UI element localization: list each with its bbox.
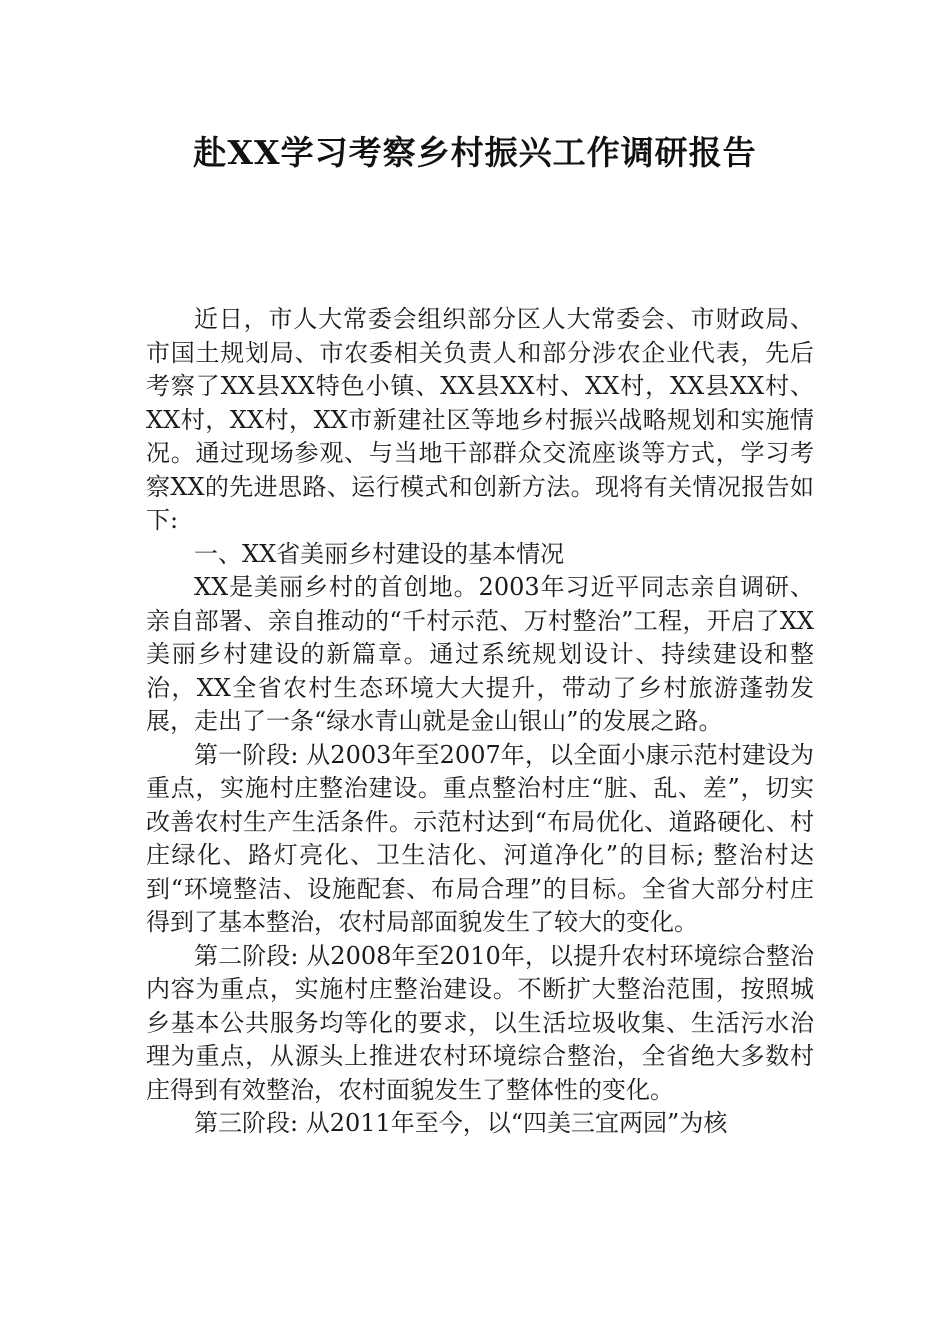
paragraph-origin: XX是美丽乡村的首创地。2003年习近平同志亲自调研、亲自部署、亲自推动的“千村示范、万村整治”工程，开启了XX美丽乡村建设的新篇章。通过系统规划设计、持续建设和整治，XX全省农村生态环境大大提升，带动了乡村旅游蓬勃发展，走出了一条“绿水青山就是金山银山”的发展之路。 [146, 573, 814, 735]
document-title: 赴XX学习考察乡村振兴工作调研报告 [193, 133, 757, 172]
paragraph-stage-2: 第二阶段: 从2008年至2010年，以提升农村环境综合整治内容为重点，实施村庄整治建设。不断扩大整治范围，按照城乡基本公共服务均等化的要求，以生活垃圾收集、生活污水治理为重点，从源头上推进农村环境综合整治，全省绝大多数村庄得到有效整治，农村面貌发生了整体性的变化。 [146, 941, 814, 1104]
paragraph-intro: 近日，市人大常委会组织部分区人大常委会、市财政局、市国土规划局、市农委相关负责人和部分涉农企业代表，先后考察了XX县XX特色小镇、XX县XX村、XX村，XX县XX村、XX村，XX村，XX市新建社区等地乡村振兴战略规划和实施情况。通过现场参观、与当地干部群众交流座谈等方式，学习考察XX的先进思路、运行模式和创新方法。现将有关情况报告如下: [146, 305, 814, 534]
paragraph-stage-3: 第三阶段: 从2011年至今，以“四美三宜两园”为核 [194, 1109, 728, 1137]
paragraph-stage-1: 第一阶段: 从2003年至2007年，以全面小康示范村建设为重点，实施村庄整治建设。重点整治村庄“脏、乱、差”，切实改善农村生产生活条件。示范村达到“布局优化、道路硬化、村庄绿化、路灯亮化、卫生洁化、河道净化”的目标; 整治村达到“环境整洁、设施配套、布局合理”的目标。全省大部分村庄得到了基本整治，农村局部面貌发生了较大的变化。 [146, 740, 814, 936]
document-body [146, 303, 814, 1141]
section-heading-1: 一、XX省美丽乡村建设的基本情况 [194, 539, 565, 568]
